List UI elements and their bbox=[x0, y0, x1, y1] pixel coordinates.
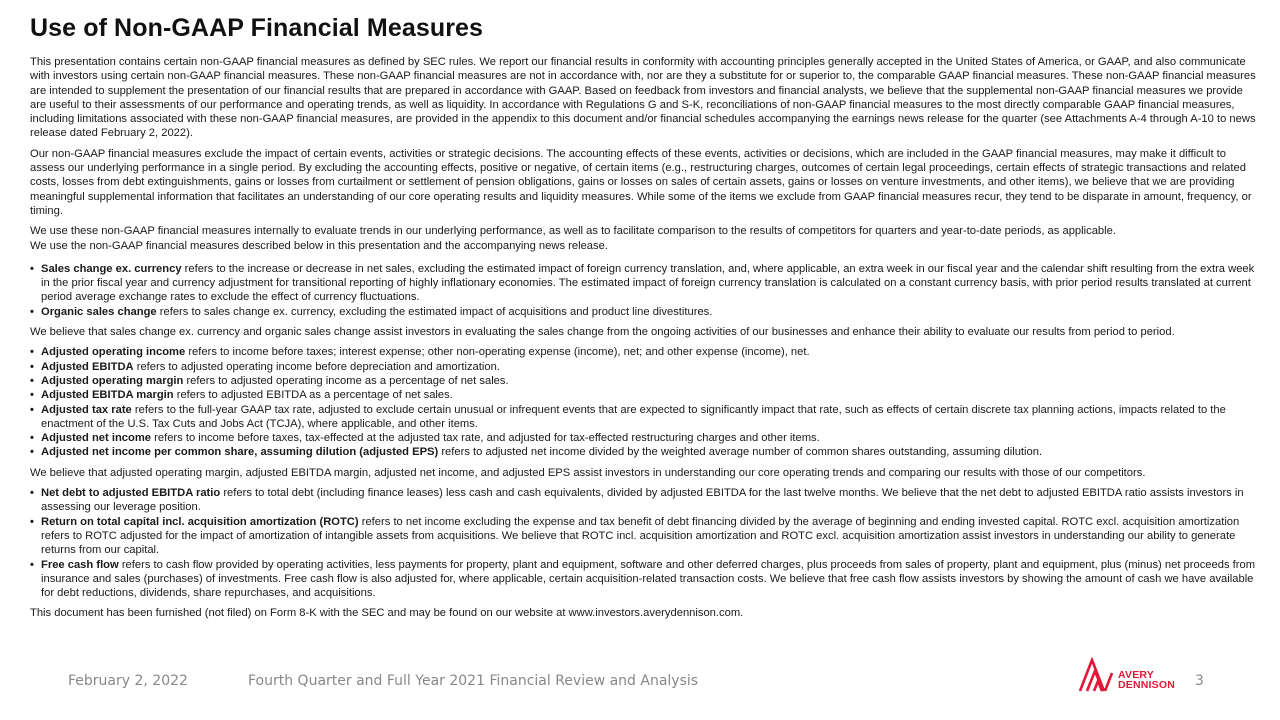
page-title: Use of Non-GAAP Financial Measures bbox=[30, 14, 484, 42]
list-item bbox=[30, 515, 1262, 558]
term: Free cash flow bbox=[41, 558, 119, 571]
list-item bbox=[30, 403, 1262, 432]
logo-line-2: DENNISON bbox=[1118, 679, 1176, 691]
logo-wordmark bbox=[1118, 670, 1175, 690]
page-number: 3 bbox=[1195, 673, 1204, 689]
list-item bbox=[30, 558, 1262, 601]
operating-statement: We believe that adjusted operating margin, adjusted EBITDA margin, adjusted net income, and adjusted EPS assist investors in understanding our core operating trends and comparing our results with those of our competitors. bbox=[30, 466, 1146, 479]
list-item bbox=[30, 445, 1262, 459]
definition: refers to adjusted operating income as a percentage of net sales. bbox=[183, 374, 509, 387]
term: Adjusted operating margin bbox=[41, 374, 184, 387]
usage-line-2: We use the non-GAAP financial measures described below in this presentation and the accompanying news release. bbox=[30, 239, 608, 252]
definition: refers to cash flow provided by operating activities, less payments for property, plant and equipment, software and other deferred charges, plus proceeds from sales of property, plant and equipment, plus (minus) net proceeds from insurance and sales (purchases) of investments. Free cash flow is also adjusted for, where applicable, certain acquisition-related transaction costs. We believe that free cash flow assists investors by showing the amount of cash we have available for debt reductions, dividends, share repurchases, and acquisitions. bbox=[41, 558, 1256, 600]
closing-statement: This document has been furnished (not filed) on Form 8-K with the SEC and may be found on our website at www.investors.averydennison.com. bbox=[30, 607, 744, 620]
definition: refers to income before taxes, tax-effected at the adjusted tax rate, and adjusted for tax-effected restructuring charges and other items. bbox=[151, 432, 820, 445]
definition: refers to adjusted net income divided by the weighted average number of common shares outstanding, assuming dilution. bbox=[438, 446, 1043, 459]
footer-title: Fourth Quarter and Full Year 2021 Financial Review and Analysis bbox=[248, 673, 699, 689]
content-body bbox=[30, 55, 1262, 621]
definition: refers to adjusted operating income before depreciation and amortization. bbox=[133, 360, 500, 373]
definition: refers to the increase or decrease in net sales, excluding the estimated impact of foreign currency translation, and, where applicable, an extra week in our fiscal year and the calendar shift resulting from the extra week in the prior fiscal year and currency adjustment for transitional reporting of highly inflationary economies. The estimated impact of foreign currency translation is calculated on a constant currency basis, with prior period results translated at current period average exchange rates to exclude the effect of currency fluctuations. bbox=[41, 262, 1255, 304]
definition: refers to adjusted EBITDA as a percentage of net sales. bbox=[173, 389, 453, 402]
list-item bbox=[30, 486, 1262, 515]
list-item bbox=[30, 360, 1262, 374]
sales-measures-list bbox=[30, 262, 1262, 319]
term: Adjusted EBITDA bbox=[41, 360, 134, 373]
list-item bbox=[30, 388, 1262, 402]
definition: refers to net income excluding the expense and tax benefit of debt financing divided by the average of beginning and ending invested capital. ROTC excl. acquisition amortization refers to ROTC adjusted for the impact of amortization of intangible assets from acquisitions. We believe that ROTC incl. acquisition amortization and ROTC excl. acquisition amortization assist investors in understanding our ability to generate returns from our capital. bbox=[41, 515, 1240, 557]
definition: refers to the full-year GAAP tax rate, adjusted to exclude certain unusual or infrequent events that are expected to significantly impact that rate, such as effects of certain discrete tax planning actions, impacts related to the enactment of the U.S. Tax Cuts and Jobs Act (TCJA), where applicable, and other items. bbox=[41, 403, 1226, 430]
logo-line-1: AVERY bbox=[1118, 669, 1155, 681]
definition: refers to sales change ex. currency, excluding the estimated impact of acquisitions and product line divestitures. bbox=[156, 305, 713, 318]
term: Adjusted tax rate bbox=[41, 403, 132, 416]
term: Adjusted net income bbox=[41, 432, 152, 445]
list-item bbox=[30, 345, 1262, 359]
term: Adjusted EBITDA margin bbox=[41, 389, 174, 402]
intro-paragraph-1: This presentation contains certain non-GAAP financial measures as defined by SEC rules. We report our financial results in conformity with accounting principles generally accepted in the United States of America, or GAAP, and also communicate with investors using certain non-GAAP financial measures. These non-GAAP financial measures are not in accordance with, nor are they a substitute for or superior to, the comparable GAAP financial measures. These non-GAAP financial measures are intended to supplement the presentation of our financial results that are prepared in accordance with GAAP. Based on feedback from investors and financial analysts, we believe that the supplemental non-GAAP financial measures we provide are useful to their assessments of our performance and operating trends, as well as liquidity. In accordance with Regulations G and S-K, reconciliations of non-GAAP financial measures to the most directly comparable GAAP financial measures, including limitations associated with these non-GAAP financial measures, are provided in the appendix to this document and/or financial schedules accompanying the earnings news release for the quarter (see Attachments A-4 through A-10 to news release dated February 2, 2022). bbox=[30, 56, 1256, 140]
list-item bbox=[30, 431, 1262, 445]
term: Adjusted operating income bbox=[41, 346, 186, 359]
footer-date: February 2, 2022 bbox=[68, 673, 188, 689]
list-item bbox=[30, 374, 1262, 388]
list-item bbox=[30, 262, 1262, 305]
avery-dennison-logo bbox=[1078, 657, 1188, 693]
definition: refers to income before taxes; interest expense; other non-operating expense (income), net; and other expense (income), net. bbox=[185, 346, 810, 359]
term: Net debt to adjusted EBITDA ratio bbox=[41, 487, 221, 500]
logo-mark-icon bbox=[1078, 657, 1116, 693]
list-item bbox=[30, 305, 1262, 319]
term: Return on total capital incl. acquisition amortization (ROTC) bbox=[41, 515, 359, 528]
definition: refers to total debt (including finance leases) less cash and cash equivalents, divided by adjusted EBITDA for the last twelve months. We believe that the net debt to adjusted EBITDA ratio assists investors in assessing our leverage position. bbox=[41, 487, 1244, 514]
usage-line-1: We use these non-GAAP financial measures internally to evaluate trends in our underlying performance, as well as to facilitate comparison to the results of competitors for quarters and year-to-date periods, as applicable. bbox=[30, 225, 1116, 238]
liquidity-measures-list bbox=[30, 486, 1262, 600]
term: Adjusted net income per common share, assuming dilution (adjusted EPS) bbox=[41, 446, 439, 459]
intro-paragraph-2: Our non-GAAP financial measures exclude the impact of certain events, activities or strategic decisions. The accounting effects of these events, activities or decisions, which are included in the GAAP financial measures, may make it difficult to assess our underlying performance in a single period. By excluding the accounting effects, positive or negative, of certain items (e.g., restructuring charges, outcomes of certain legal proceedings, certain effects of strategic transactions and related costs, losses from debt extinguishments, gains or losses from curtailment or settlement of pension obligations, gains or losses on sales of certain assets, gains or losses on venture investments, and other items), we believe that we are providing meaningful supplemental information that facilitates an understanding of our core operating results and liquidity measures. While some of the items we exclude from GAAP financial measures recur, they tend to be disparate in amount, frequency, or timing. bbox=[30, 147, 1252, 217]
term: Sales change ex. currency bbox=[41, 262, 182, 275]
operating-measures-list bbox=[30, 345, 1262, 459]
sales-statement: We believe that sales change ex. currency and organic sales change assist investors in evaluating the sales change from the ongoing activities of our businesses and enhance their ability to evaluate our results from period to period. bbox=[30, 326, 1175, 339]
term: Organic sales change bbox=[41, 305, 157, 318]
